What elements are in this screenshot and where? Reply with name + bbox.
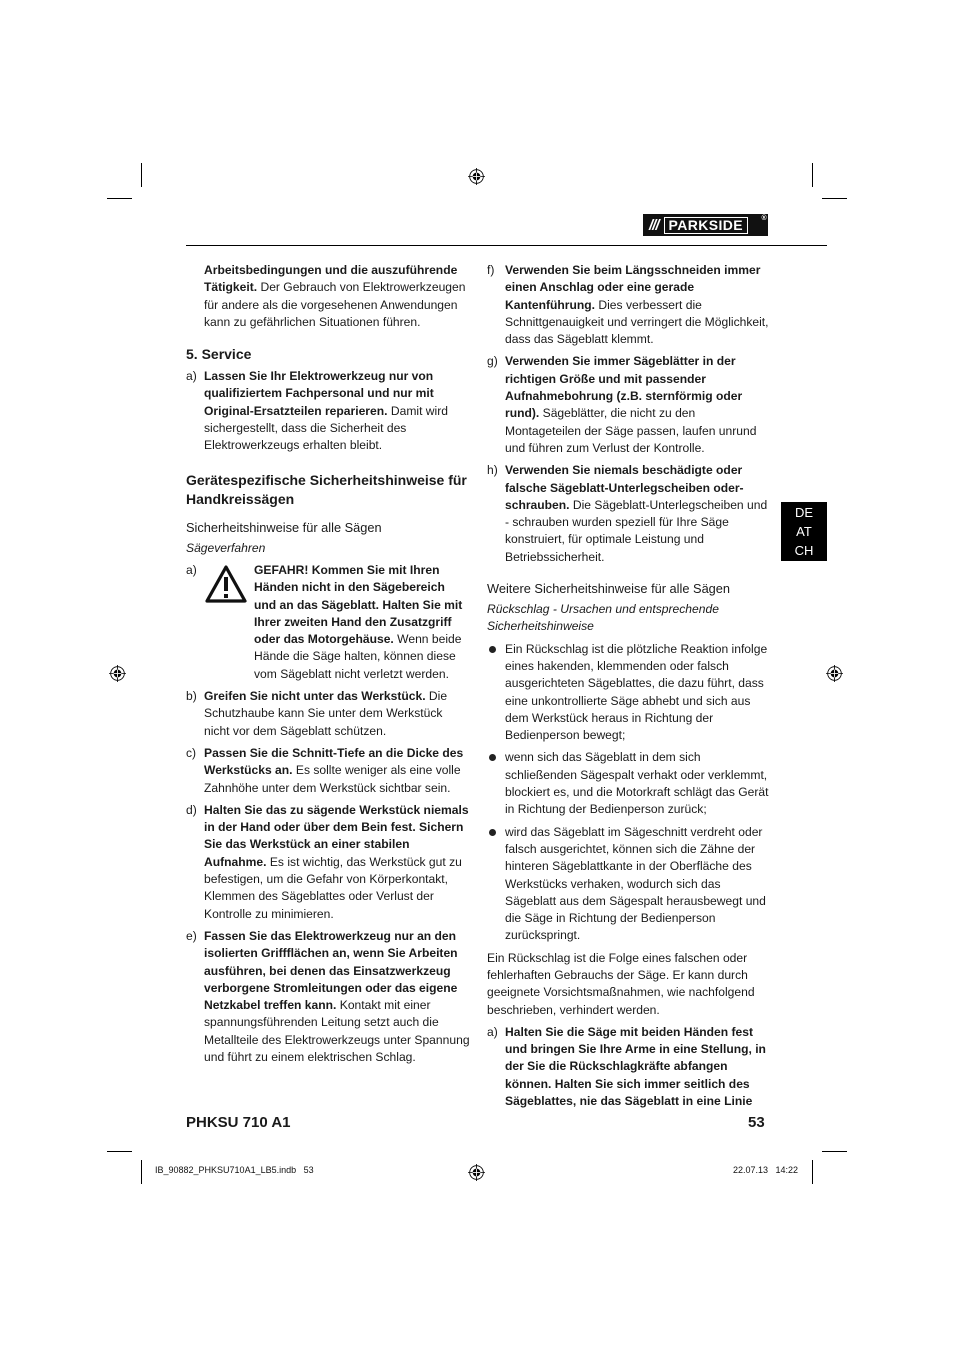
safety-item-g — [487, 353, 771, 457]
item-normal: Damit wird sichergestellt, dass die Sicherheit des Elektrowerkzeugs erhalten bleibt. — [204, 403, 448, 453]
crop-mark — [141, 1160, 142, 1184]
item-bold: Halten Sie die Säge mit beiden Händen fest und bringen Sie Ihre Arme in eine Stellung, in der Sie die Rückschlagkräfte abfangen können. Halten Sie sich immer seitlich des Sägeblattes, nie das Sägeblatt in eine Linie — [505, 1024, 766, 1109]
crop-mark — [822, 1151, 847, 1152]
item-bold: Verwenden Sie niemals beschädigte oder falsche Sägeblatt-Unterlegscheiben oder-schrauben. — [505, 463, 744, 512]
crop-mark — [812, 163, 813, 187]
item-bold: GEFAHR! Kommen Sie mit Ihren Händen nicht in den Sägebereich und an das Sägeblatt. Halten Sie mit Ihrer zweiten Hand den Zusatzgriff oder das Motorgehäuse. — [254, 562, 463, 647]
item-normal: Kontakt mit einer spannungsführenden Leitung setzt auch die Metallteile des Elektrowerkzeugs unter Spannung und führt zu einem elektrischen Schlag. — [204, 998, 470, 1064]
logo-stripes: /// — [649, 216, 659, 234]
device-safety-heading: Gerätespezifische Sicherheitshinweise für Handkreissägen — [186, 471, 467, 507]
further-safety-heading: Weitere Sicherheitshinweise für alle Sägen — [487, 581, 731, 597]
item-label: g) — [487, 354, 498, 369]
saw-safety-subheading: Sicherheitshinweise für alle Sägen — [186, 519, 382, 535]
intro-normal: Der Gebrauch von Elektrowerkzeugen für andere als die vorgesehenen Anwendungen kann zu gefährlichen Situationen führen. — [204, 280, 466, 329]
kickback-bullet — [487, 824, 771, 945]
language-tab — [781, 502, 827, 561]
item-label: h) — [487, 463, 498, 478]
language-at: AT — [796, 524, 812, 539]
bullet-dot — [489, 829, 496, 836]
item-normal: Es sollte weniger als eine volle Zahnhöhe unter dem Werkstück sichtbar sein. — [204, 763, 461, 795]
language-de: DE — [794, 505, 814, 520]
bullet-dot — [489, 646, 496, 653]
safety-item-f — [487, 262, 771, 348]
logo-registered: ® — [761, 215, 767, 222]
safety-item-h — [487, 462, 771, 566]
kickback-bullet — [487, 641, 771, 745]
kickback-paragraph: Ein Rückschlag ist die Folge eines falschen oder fehlerhaften Gebrauchs der Säge. Er kann durch geeignete Vorsichtsmaßnahmen, wie nachfolgend beschrieben, verhindert werden. — [487, 950, 755, 1017]
page-number: 53 — [748, 1114, 765, 1131]
kickback-italic-label: Rückschlag - Ursachen und entsprechende Sicherheitshinweise — [487, 602, 719, 634]
item-normal: Die Sägeblatt-Unterlegscheiben und - schrauben wurden speziell für Ihre Säge konstruiert, für optimale Leistung und Betriebssicherheit. — [505, 497, 768, 564]
intro-paragraph — [186, 262, 470, 331]
crop-mark — [141, 163, 142, 187]
bullet-text: Ein Rückschlag ist die plötzliche Reaktion infolge eines hakenden, klemmenden oder falsch ausgerichteten Sägeblattes, die dazu führt, dass eine unkontrollierte Säge abhebt und sich aus dem Werkstück heraus in Richtung der Bedienperson bewegt; — [505, 641, 768, 743]
registration-mark-icon — [468, 168, 485, 185]
item-bold: Halten Sie das zu sägende Werkstück niemals in der Hand oder über dem Bein fest. Sichern Sie das Werkstück an einer stabilen Aufnahme. — [204, 802, 469, 869]
slug-file: IB_90882_PHKSU710A1_LB5.indb 53 — [155, 1165, 314, 1175]
registration-mark-icon — [109, 665, 126, 682]
item-label: b) — [186, 689, 197, 704]
slug-datetime: 22.07.13 14:22 — [733, 1165, 799, 1175]
item-label: a) — [186, 562, 197, 577]
left-column — [186, 262, 470, 1071]
item-label: d) — [186, 802, 197, 817]
warning-triangle-icon — [204, 564, 248, 604]
service-item-a — [186, 368, 470, 454]
safety-item-c — [186, 745, 470, 797]
kickback-item-a — [487, 1024, 771, 1110]
right-column — [487, 262, 771, 1115]
safety-item-d — [186, 802, 470, 923]
item-label: a) — [186, 369, 197, 384]
header-rule — [186, 245, 827, 246]
safety-item-b — [186, 688, 470, 740]
item-normal: Sägeblätter, die nicht zu den Montageteilen der Säge passen, laufen unrund und führen zum Verlust der Kontrolle. — [505, 406, 757, 455]
warning-item-a — [186, 562, 470, 683]
item-bold: Verwenden Sie beim Längsschneiden immer einen Anschlag oder eine gerade Kantenführung. — [505, 263, 761, 312]
item-bold: Fassen Sie das Elektrowerkzeug nur an den isolierten Griffflächen an, wenn Sie Arbeiten ausführen, bei denen das Einsatzwerkzeug verborgene Stromleitungen oder das eigene Netzkabel treffen kann. — [204, 928, 458, 1013]
bullet-text: wird das Sägeblatt im Sägeschnitt verdreht oder falsch ausgerichtet, können sich die Zähne der hinteren Sägeblattkante in der Oberfläche des Werkstücks verhaken, wodurch sich das Sägeblatt aus dem Sägespalt herausbewegt und die Säge in Richtung der Bedienperson zurückspringt. — [505, 824, 766, 943]
item-bold: Lassen Sie Ihr Elektrowerkzeug nur von qualifiziertem Fachpersonal und nur mit Original-Ersatzteilen reparieren. — [204, 369, 434, 418]
item-bold: Passen Sie die Schnitt-Tiefe an die Dicke des Werkstücks an. — [204, 745, 464, 778]
item-bold: Greifen Sie nicht unter das Werkstück. — [204, 689, 426, 704]
item-label: f) — [487, 263, 495, 277]
item-label: a) — [487, 1024, 498, 1039]
service-heading: 5. Service — [186, 346, 252, 363]
crop-mark — [107, 198, 132, 199]
kickback-bullet — [487, 749, 771, 818]
item-label: e) — [186, 928, 197, 943]
item-normal: Die Schutzhaube kann Sie unter dem Werkstück nicht vor dem Sägeblatt schützen. — [204, 689, 448, 738]
intro-bold: Arbeitsbedingungen und die auszuführende Tätigkeit. — [204, 263, 458, 295]
crop-mark — [812, 1160, 813, 1184]
item-normal: Es ist wichtig, das Werkstück gut zu befestigen, um die Gefahr von Körperkontakt, Klemmen des Sägeblattes oder Verlust der Kontrolle zu minimieren. — [204, 854, 462, 921]
footer-model: PHKSU 710 A1 — [186, 1114, 291, 1131]
registration-mark-icon — [468, 1164, 485, 1181]
language-ch: CH — [794, 543, 814, 558]
crop-mark — [822, 198, 847, 199]
safety-item-e — [186, 928, 470, 1066]
registration-mark-icon — [826, 665, 843, 682]
bullet-dot — [489, 754, 496, 761]
saw-procedure-label: Sägeverfahren — [186, 540, 266, 555]
crop-mark — [107, 1151, 132, 1152]
item-label: c) — [186, 745, 197, 760]
bullet-text: wenn sich das Sägeblatt in dem sich schließenden Sägespalt verhakt oder verklemmt, blockiert es, und die Motorkraft schlägt das Gerät in Richtung der Bedienperson zurück; — [505, 750, 769, 817]
item-normal: Wenn beide Hände die Säge halten, können diese vom Sägeblatt nicht verletzt werden. — [254, 632, 462, 681]
item-normal: Dies verbessert die Schnittgenauigkeit und verringert die Möglichkeit, dass das Sägeblatt klemmt. — [505, 297, 769, 347]
parkside-logo — [643, 214, 768, 236]
item-bold: Verwenden Sie immer Sägeblätter in der richtigen Größe und mit passender Aufnahmebohrung (z.B. sternförmig oder rund). — [505, 354, 743, 421]
logo-wordmark: PARKSIDE — [664, 217, 749, 234]
